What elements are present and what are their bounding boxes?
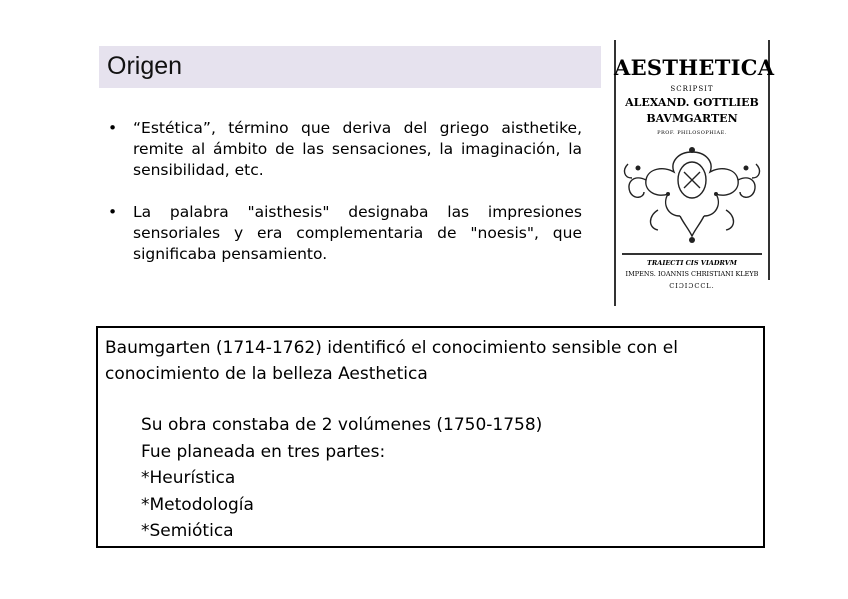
cover-printer-line bbox=[614, 270, 770, 278]
ornament-icon bbox=[618, 144, 766, 248]
cover-year: CIƆIƆCCL. bbox=[669, 282, 715, 290]
book-cover-image bbox=[614, 40, 775, 306]
cover-printer: IOANNIS CHRISTIANI KLEYB bbox=[657, 270, 759, 278]
note-list bbox=[141, 412, 542, 545]
bullet-list bbox=[108, 118, 582, 265]
bullet-text: “Estética”, término que deriva del griego aisthetike, remite al ámbito de las sensaciones, la imaginación, la sensibilidad, etc. bbox=[133, 119, 582, 179]
slide-title: Origen bbox=[107, 52, 183, 80]
cover-rule bbox=[622, 253, 762, 255]
note-line: *Heurística bbox=[141, 468, 236, 488]
bullet-marker: • bbox=[108, 203, 118, 221]
cover-printer-prefix: IMPENS. bbox=[625, 270, 656, 278]
note-line: Fue planeada en tres partes: bbox=[141, 441, 386, 462]
bullet-text: La palabra "aisthesis" designaba las impresiones sensoriales y era complementaria de "noesis", que significaba pensamiento. bbox=[133, 203, 582, 263]
bullet-item bbox=[108, 118, 582, 181]
cover-author-line1: ALEXAND. GOTTLIEB bbox=[625, 96, 759, 109]
cover-place: TRAIECTI CIS VIADRVM bbox=[647, 259, 737, 267]
note-box bbox=[96, 326, 765, 548]
cover-title: AESTHETICA bbox=[614, 55, 775, 80]
bullet-item bbox=[108, 202, 582, 265]
bullet-marker: • bbox=[108, 119, 118, 137]
cover-author-line2: BAVMGARTEN bbox=[646, 112, 738, 125]
note-line: *Semiótica bbox=[141, 521, 234, 541]
cover-scripsit: SCRIPSIT bbox=[670, 85, 714, 93]
note-intro: Baumgarten (1714-1762) identificó el conocimiento sensible con el conocimiento de la belleza Aesthetica bbox=[105, 338, 678, 384]
slide-title-bar bbox=[99, 46, 601, 88]
note-line: Su obra constaba de 2 volúmenes (1750-1758) bbox=[141, 415, 543, 435]
note-line: *Metodología bbox=[141, 494, 254, 515]
cover-author-title: PROF. PHILOSOPHIAE. bbox=[657, 130, 727, 136]
